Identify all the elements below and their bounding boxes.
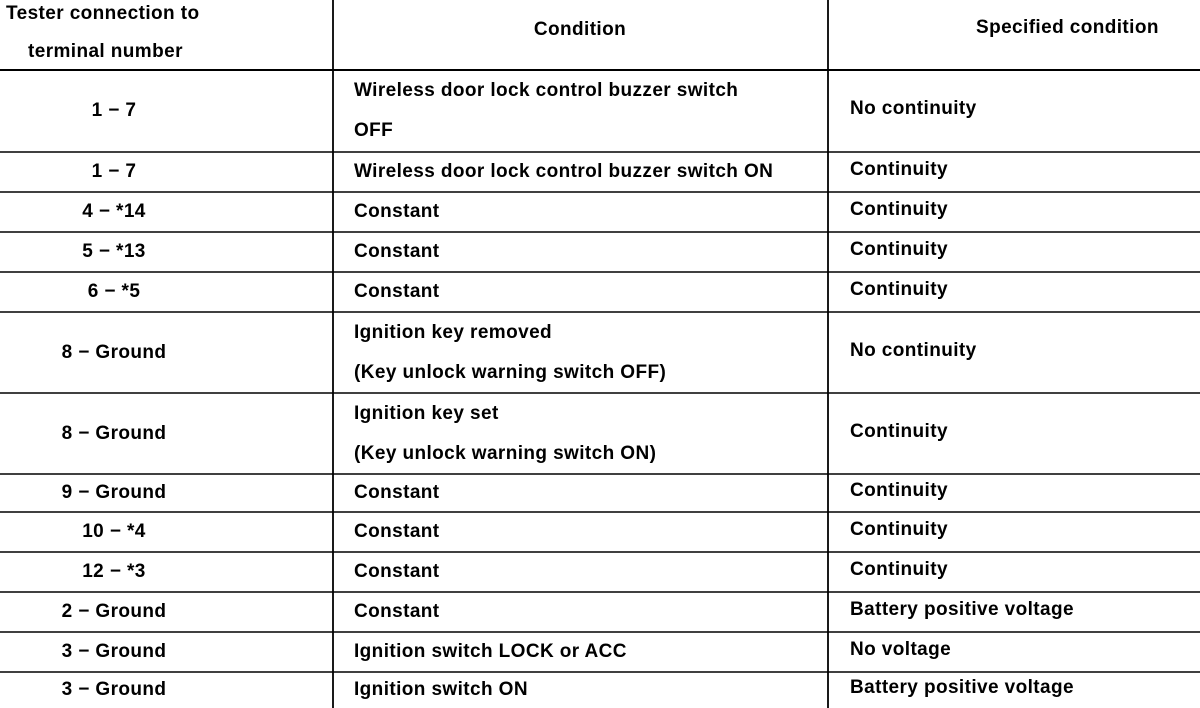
terminal-cell: 12 − *3 xyxy=(82,561,146,582)
terminal-cell: 2 − Ground xyxy=(61,601,167,622)
specified-cell: Continuity xyxy=(850,420,948,442)
specified-cell: Continuity xyxy=(850,159,948,180)
specified-cell: Continuity xyxy=(850,199,948,220)
condition-cell: Constant xyxy=(354,482,440,503)
specified-cell: Continuity xyxy=(850,519,948,540)
specified-cell: Continuity xyxy=(850,279,948,300)
specified-cell: No voltage xyxy=(850,639,952,660)
header-terminal-number: terminal number xyxy=(28,41,183,62)
condition-cell: Constant xyxy=(354,201,440,222)
terminal-cell: 10 − *4 xyxy=(82,521,146,542)
terminal-cell: 5 − *13 xyxy=(82,241,146,262)
terminal-cell: 6 − *5 xyxy=(87,281,141,302)
header-condition: Condition xyxy=(533,19,627,40)
terminal-cell: 3 − Ground xyxy=(61,641,167,662)
terminal-cell: 3 − Ground xyxy=(61,679,167,700)
condition-cell: Constant xyxy=(354,521,440,542)
specified-cell: Continuity xyxy=(850,480,948,501)
header-specified-condition: Specified condition xyxy=(976,17,1159,38)
terminal-cell: 1 − 7 xyxy=(91,161,137,182)
specified-cell: No continuity xyxy=(850,339,977,361)
condition-cell: Ignition key set xyxy=(354,402,499,424)
terminal-cell: 9 − Ground xyxy=(61,482,167,503)
condition-cell: OFF xyxy=(354,120,394,141)
condition-cell: (Key unlock warning switch ON) xyxy=(354,442,657,464)
specified-cell: Battery positive voltage xyxy=(850,599,1074,620)
condition-cell: Constant xyxy=(354,241,440,262)
header-tester-connection: Tester connection to xyxy=(6,3,200,24)
specified-cell: Battery positive voltage xyxy=(850,677,1074,698)
terminal-cell: 8 − Ground xyxy=(61,422,167,444)
condition-cell: Ignition switch ON xyxy=(354,679,528,700)
terminal-cell: 1 − 7 xyxy=(91,100,137,121)
condition-cell: (Key unlock warning switch OFF) xyxy=(354,361,667,383)
condition-cell: Wireless door lock control buzzer switch ON xyxy=(354,161,774,182)
terminal-cell: 4 − *14 xyxy=(82,201,146,222)
condition-cell: Constant xyxy=(354,561,440,582)
condition-cell: Ignition switch LOCK or ACC xyxy=(354,641,627,662)
specified-cell: Continuity xyxy=(850,559,948,580)
terminal-cell: 8 − Ground xyxy=(61,341,167,363)
condition-cell: Wireless door lock control buzzer switch xyxy=(354,80,739,101)
specified-cell: Continuity xyxy=(850,239,948,260)
condition-cell: Constant xyxy=(354,601,440,622)
condition-cell: Ignition key removed xyxy=(354,321,553,343)
condition-cell: Constant xyxy=(354,281,440,302)
specified-cell: No continuity xyxy=(850,98,977,119)
